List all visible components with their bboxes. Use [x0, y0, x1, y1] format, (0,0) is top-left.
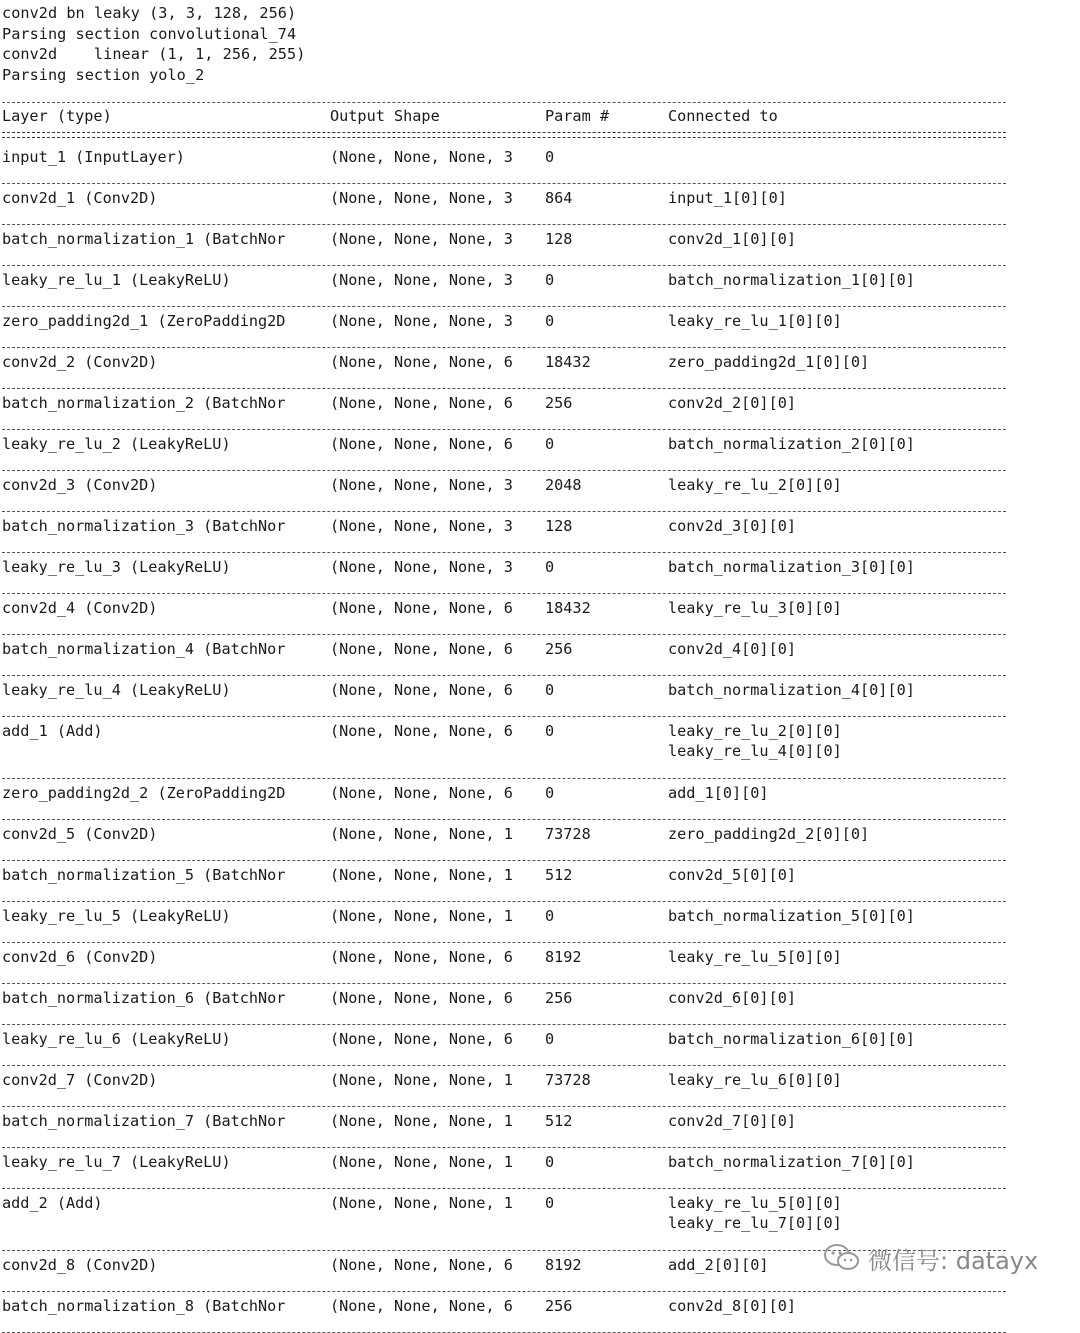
row-layer-type: conv2d_5 (Conv2D) [2, 825, 158, 843]
row-param-count: 73728 [545, 1071, 591, 1089]
row-output-shape: (None, None, None, 1 [330, 1112, 513, 1130]
row-connected-to: leaky_re_lu_7[0][0] [668, 1214, 842, 1232]
row-connected-to: leaky_re_lu_3[0][0] [668, 599, 842, 617]
log-line: conv2d linear (1, 1, 256, 255) [2, 45, 306, 63]
row-layer-type: batch_normalization_4 (BatchNor [2, 640, 286, 658]
row-connected-to: batch_normalization_7[0][0] [668, 1153, 915, 1171]
row-output-shape: (None, None, None, 3 [330, 189, 513, 207]
row-separator [2, 306, 1006, 307]
row-param-count: 0 [545, 271, 555, 289]
row-layer-type: conv2d_8 (Conv2D) [2, 1256, 158, 1274]
row-param-count: 0 [545, 1153, 555, 1171]
row-param-count: 0 [545, 681, 555, 699]
row-param-count: 864 [545, 189, 573, 207]
row-param-count: 256 [545, 1297, 573, 1315]
row-connected-to: zero_padding2d_2[0][0] [668, 825, 870, 843]
row-connected-to: conv2d_8[0][0] [668, 1297, 797, 1315]
row-separator [2, 265, 1006, 266]
row-layer-type: conv2d_7 (Conv2D) [2, 1071, 158, 1089]
row-output-shape: (None, None, None, 1 [330, 907, 513, 925]
row-output-shape: (None, None, None, 6 [330, 948, 513, 966]
row-connected-to [668, 147, 1008, 167]
row-output-shape: (None, None, None, 3 [330, 271, 513, 289]
row-param-count: 512 [545, 1112, 573, 1130]
row-layer-type: batch_normalization_6 (BatchNor [2, 989, 286, 1007]
row-connected-to: leaky_re_lu_6[0][0] [668, 1071, 842, 1089]
row-param-count: 0 [545, 1030, 555, 1048]
row-layer-type: batch_normalization_8 (BatchNor [2, 1297, 286, 1315]
row-param-count: 73728 [545, 825, 591, 843]
row-separator [2, 224, 1006, 225]
row-connected-to: conv2d_6[0][0] [668, 989, 797, 1007]
row-separator [2, 778, 1006, 779]
row-connected-to: input_1[0][0] [668, 189, 787, 207]
row-layer-type: add_2 (Add) [2, 1194, 103, 1212]
row-connected-to: add_1[0][0] [668, 784, 769, 802]
row-output-shape: (None, None, None, 6 [330, 394, 513, 412]
row-separator [2, 1106, 1006, 1107]
row-connected-to: conv2d_2[0][0] [668, 394, 797, 412]
row-separator [2, 1291, 1006, 1292]
row-param-count: 18432 [545, 599, 591, 617]
row-param-count: 0 [545, 435, 555, 453]
row-connected-to: leaky_re_lu_2[0][0] [668, 722, 842, 740]
row-connected-to: batch_normalization_6[0][0] [668, 1030, 915, 1048]
row-layer-type: leaky_re_lu_4 (LeakyReLU) [2, 681, 231, 699]
row-separator [2, 675, 1006, 676]
row-separator [2, 1024, 1006, 1025]
row-layer-type: batch_normalization_1 (BatchNor [2, 230, 286, 248]
header-connected-to: Connected to [668, 107, 778, 125]
row-connected-to: conv2d_4[0][0] [668, 640, 797, 658]
row-connected-to: zero_padding2d_1[0][0] [668, 353, 870, 371]
row-connected-to: conv2d_3[0][0] [668, 517, 797, 535]
row-layer-type: leaky_re_lu_6 (LeakyReLU) [2, 1030, 231, 1048]
row-output-shape: (None, None, None, 6 [330, 640, 513, 658]
row-layer-type: leaky_re_lu_1 (LeakyReLU) [2, 271, 231, 289]
row-layer-type: zero_padding2d_2 (ZeroPadding2D [2, 784, 286, 802]
row-param-count: 0 [545, 1194, 555, 1212]
row-output-shape: (None, None, None, 6 [330, 784, 513, 802]
row-separator [2, 552, 1006, 553]
row-output-shape: (None, None, None, 1 [330, 1071, 513, 1089]
row-layer-type: add_1 (Add) [2, 722, 103, 740]
row-separator [2, 860, 1006, 861]
row-output-shape: (None, None, None, 6 [330, 722, 513, 740]
row-layer-type: input_1 (InputLayer) [2, 148, 185, 166]
row-layer-type: conv2d_4 (Conv2D) [2, 599, 158, 617]
row-separator [2, 347, 1006, 348]
header-output-shape: Output Shape [330, 107, 440, 125]
row-connected-to: batch_normalization_1[0][0] [668, 271, 915, 289]
row-connected-to: batch_normalization_4[0][0] [668, 681, 915, 699]
row-connected-to: batch_normalization_3[0][0] [668, 558, 915, 576]
row-separator [2, 819, 1006, 820]
row-param-count: 0 [545, 907, 555, 925]
row-separator [2, 1147, 1006, 1148]
row-output-shape: (None, None, None, 6 [330, 681, 513, 699]
row-param-count: 8192 [545, 1256, 582, 1274]
row-separator [2, 942, 1006, 943]
row-output-shape: (None, None, None, 6 [330, 989, 513, 1007]
row-connected-to: batch_normalization_2[0][0] [668, 435, 915, 453]
row-layer-type: conv2d_1 (Conv2D) [2, 189, 158, 207]
header-layer-type: Layer (type) [2, 107, 112, 125]
row-separator [2, 511, 1006, 512]
row-connected-to: conv2d_5[0][0] [668, 866, 797, 884]
table-header-rule [2, 132, 1006, 138]
wechat-icon [822, 1242, 862, 1274]
row-param-count: 512 [545, 866, 573, 884]
row-output-shape: (None, None, None, 3 [330, 517, 513, 535]
row-param-count: 8192 [545, 948, 582, 966]
row-param-count: 128 [545, 230, 573, 248]
row-param-count: 2048 [545, 476, 582, 494]
row-connected-to: batch_normalization_5[0][0] [668, 907, 915, 925]
row-separator [2, 634, 1006, 635]
row-output-shape: (None, None, None, 3 [330, 558, 513, 576]
row-param-count: 256 [545, 640, 573, 658]
row-connected-to: leaky_re_lu_5[0][0] [668, 1194, 842, 1212]
row-layer-type: conv2d_2 (Conv2D) [2, 353, 158, 371]
row-output-shape: (None, None, None, 1 [330, 1153, 513, 1171]
row-layer-type: batch_normalization_7 (BatchNor [2, 1112, 286, 1130]
row-param-count: 256 [545, 394, 573, 412]
table-top-rule [2, 102, 1006, 103]
row-connected-to: leaky_re_lu_4[0][0] [668, 742, 842, 760]
row-layer-type: zero_padding2d_1 (ZeroPadding2D [2, 312, 286, 330]
row-connected-to: conv2d_7[0][0] [668, 1112, 797, 1130]
row-separator [2, 470, 1006, 471]
row-layer-type: batch_normalization_2 (BatchNor [2, 394, 286, 412]
row-output-shape: (None, None, None, 6 [330, 1030, 513, 1048]
row-param-count: 0 [545, 558, 555, 576]
row-connected-to: add_2[0][0] [668, 1256, 769, 1274]
row-output-shape: (None, None, None, 6 [330, 1256, 513, 1274]
row-param-count: 0 [545, 148, 555, 166]
row-output-shape: (None, None, None, 6 [330, 353, 513, 371]
row-param-count: 18432 [545, 353, 591, 371]
row-param-count: 0 [545, 722, 555, 740]
row-separator [2, 1065, 1006, 1066]
row-param-count: 256 [545, 989, 573, 1007]
row-connected-to: leaky_re_lu_1[0][0] [668, 312, 842, 330]
row-param-count: 0 [545, 312, 555, 330]
row-output-shape: (None, None, None, 6 [330, 1297, 513, 1315]
log-line: conv2d bn leaky (3, 3, 128, 256) [2, 4, 297, 22]
watermark-text: 微信号: datayx [868, 1246, 1039, 1275]
row-separator [2, 388, 1006, 389]
log-line: Parsing section convolutional_74 [2, 25, 297, 43]
row-output-shape: (None, None, None, 6 [330, 435, 513, 453]
row-separator [2, 429, 1006, 430]
row-connected-to: conv2d_1[0][0] [668, 230, 797, 248]
row-separator [2, 1188, 1006, 1189]
row-connected-to: leaky_re_lu_2[0][0] [668, 476, 842, 494]
row-separator [2, 593, 1006, 594]
row-separator [2, 716, 1006, 717]
row-connected-to: leaky_re_lu_5[0][0] [668, 948, 842, 966]
row-param-count: 0 [545, 784, 555, 802]
row-layer-type: leaky_re_lu_2 (LeakyReLU) [2, 435, 231, 453]
header-param-count: Param # [545, 107, 610, 125]
row-layer-type: conv2d_3 (Conv2D) [2, 476, 158, 494]
row-output-shape: (None, None, None, 1 [330, 1194, 513, 1212]
row-layer-type: leaky_re_lu_5 (LeakyReLU) [2, 907, 231, 925]
row-layer-type: conv2d_6 (Conv2D) [2, 948, 158, 966]
watermark [822, 1240, 1038, 1276]
row-output-shape: (None, None, None, 3 [330, 312, 513, 330]
row-output-shape: (None, None, None, 1 [330, 866, 513, 884]
row-output-shape: (None, None, None, 3 [330, 148, 513, 166]
row-output-shape: (None, None, None, 1 [330, 825, 513, 843]
row-layer-type: leaky_re_lu_3 (LeakyReLU) [2, 558, 231, 576]
row-output-shape: (None, None, None, 6 [330, 599, 513, 617]
row-layer-type: batch_normalization_5 (BatchNor [2, 866, 286, 884]
row-separator [2, 183, 1006, 184]
log-line: Parsing section yolo_2 [2, 66, 205, 84]
row-separator [2, 983, 1006, 984]
row-output-shape: (None, None, None, 3 [330, 230, 513, 248]
row-layer-type: batch_normalization_3 (BatchNor [2, 517, 286, 535]
row-layer-type: leaky_re_lu_7 (LeakyReLU) [2, 1153, 231, 1171]
row-separator [2, 901, 1006, 902]
row-output-shape: (None, None, None, 3 [330, 476, 513, 494]
row-param-count: 128 [545, 517, 573, 535]
